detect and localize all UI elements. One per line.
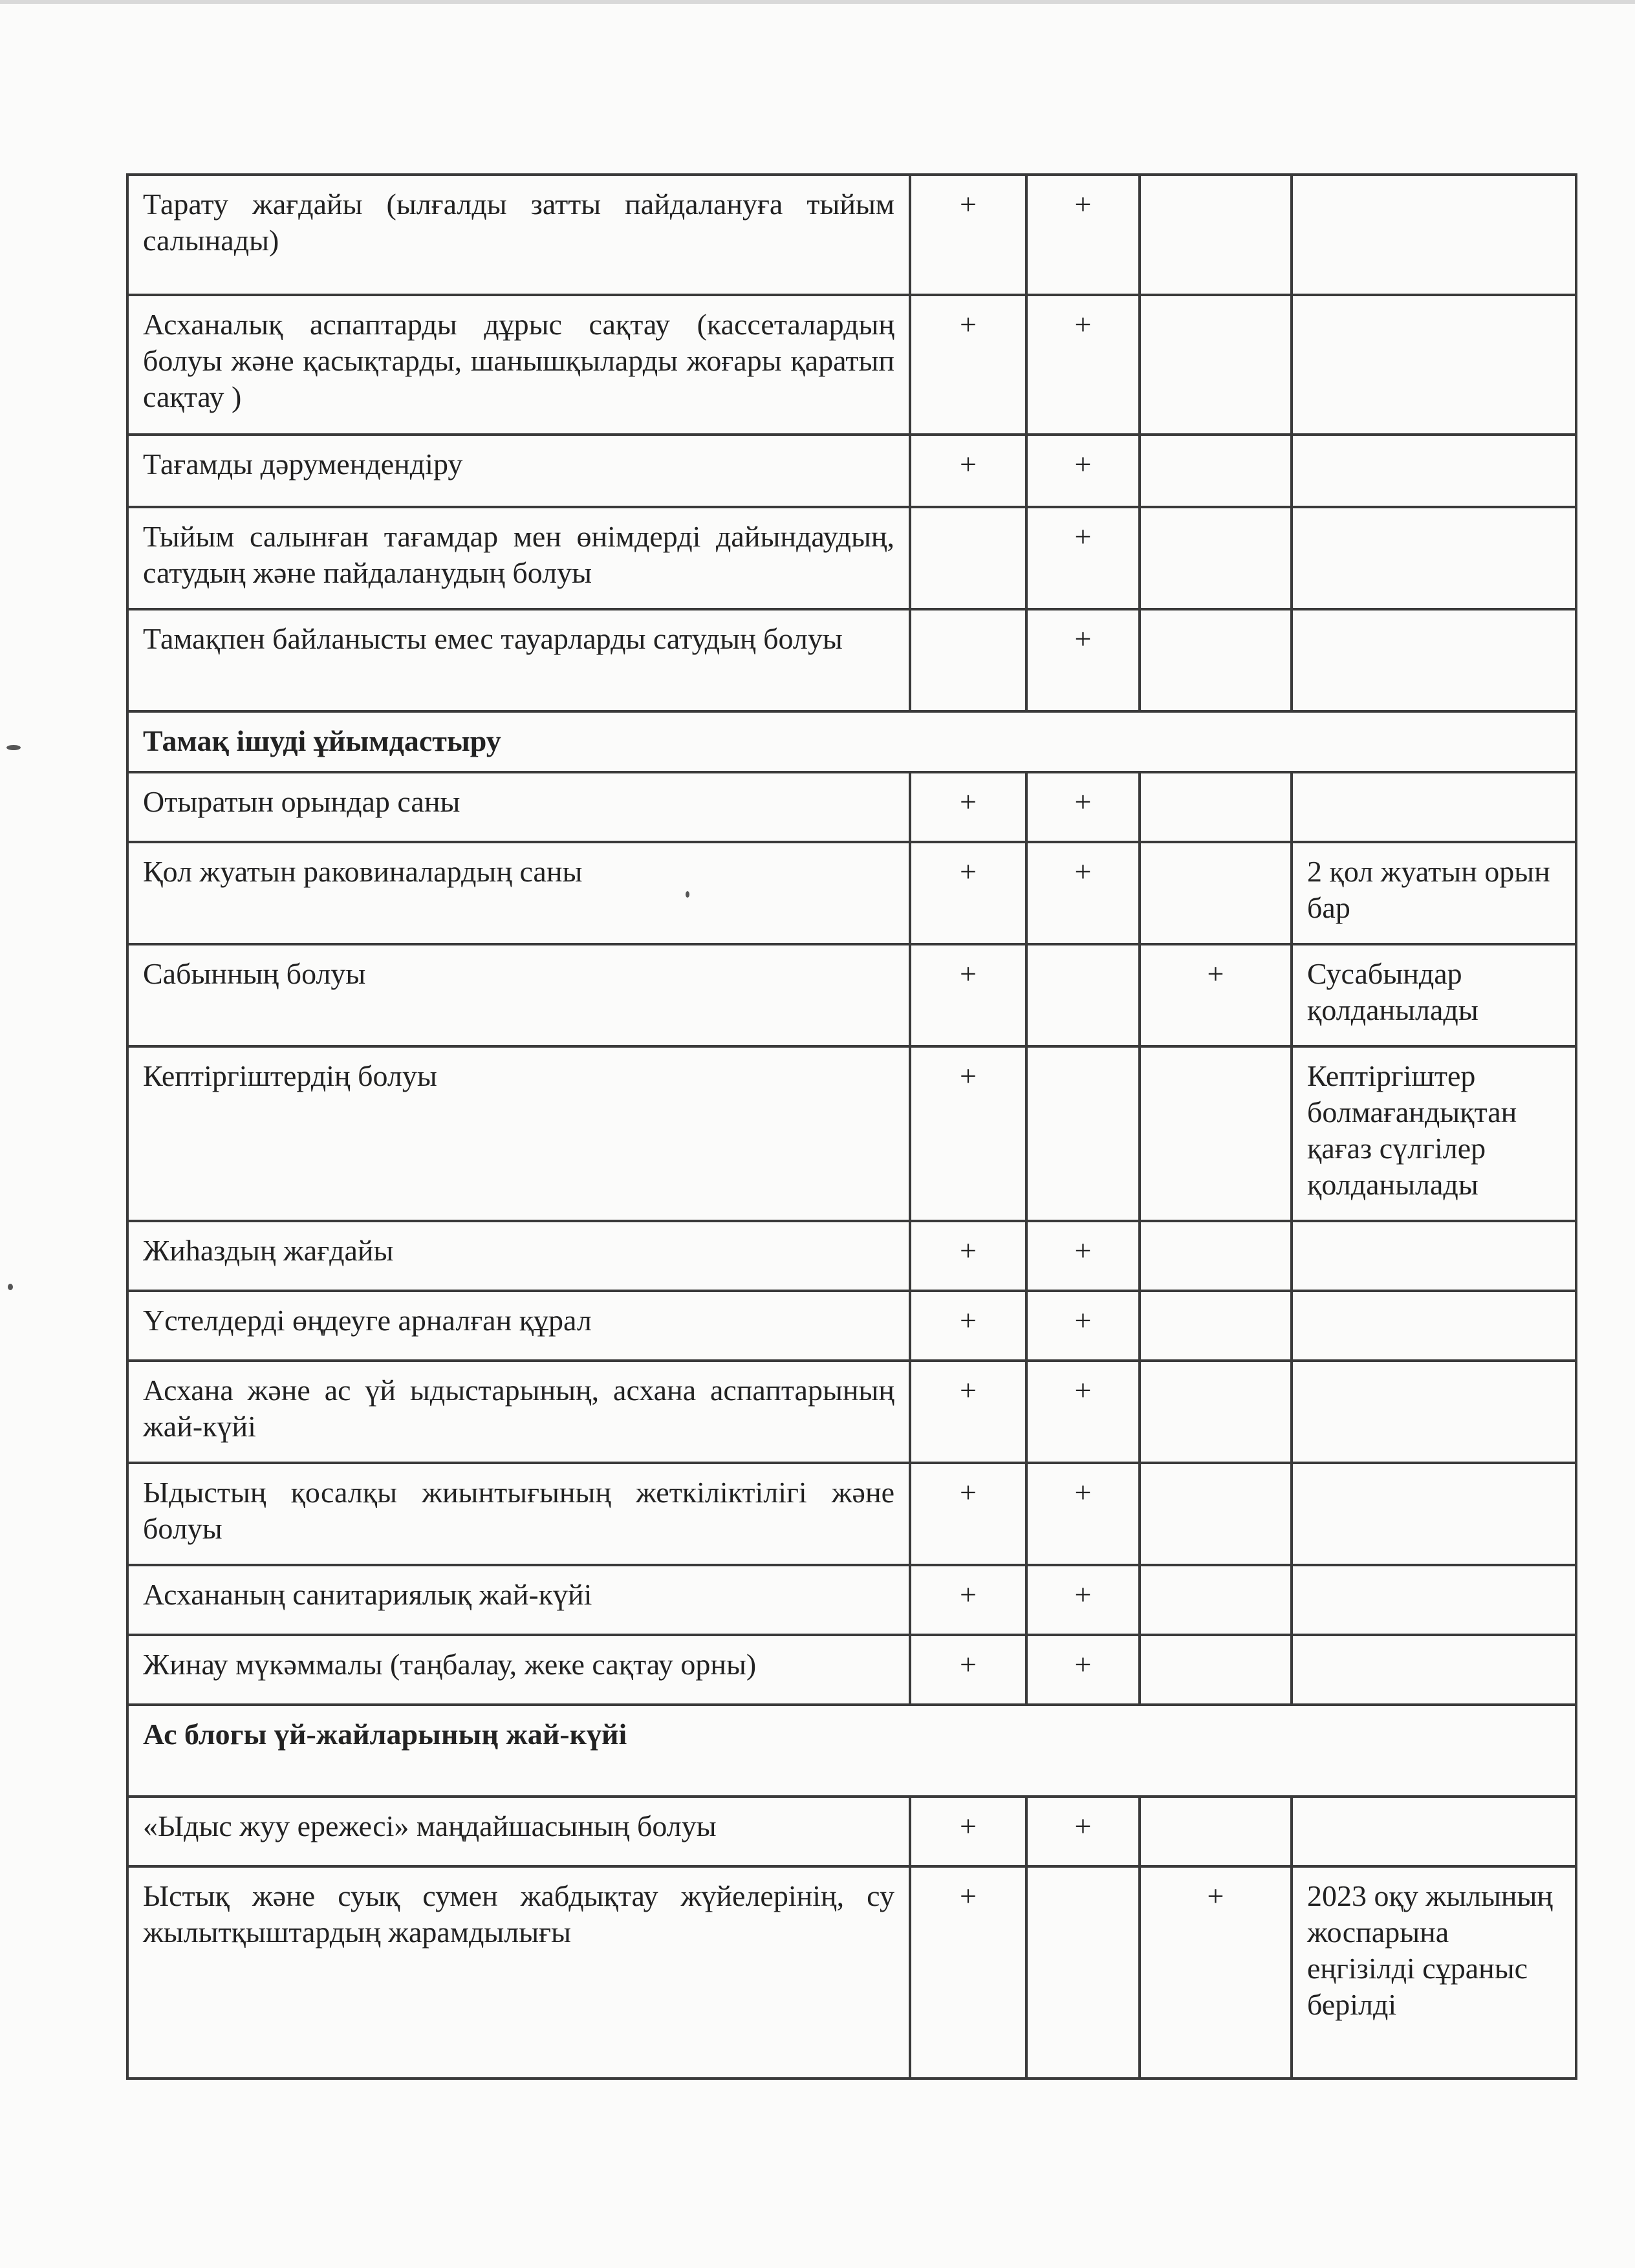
note-cell bbox=[1292, 507, 1576, 609]
note-cell: 2 қол жуатын орын бар bbox=[1292, 842, 1576, 944]
criterion-cell: Ыстық және суық сумен жабдықтау жүйелерінің, су жылытқыштардың жарамдылығы bbox=[127, 1866, 910, 2079]
mark-cell: + bbox=[910, 295, 1026, 435]
section-heading: Тамақ ішуді ұйымдастыру bbox=[127, 711, 1576, 772]
mark-cell: + bbox=[910, 1221, 1026, 1291]
mark-cell bbox=[1140, 1463, 1292, 1565]
table-row bbox=[127, 1463, 1576, 1565]
note-cell bbox=[1292, 1797, 1576, 1866]
table-row bbox=[127, 842, 1576, 944]
table-row bbox=[127, 1866, 1576, 2079]
criterion-cell: Тарату жағдайы (ылғалды затты пайдалануға тыйым салынады) bbox=[127, 175, 910, 295]
table-row bbox=[127, 175, 1576, 295]
mark-cell: + bbox=[910, 1046, 1026, 1221]
note-cell bbox=[1292, 435, 1576, 507]
mark-cell bbox=[1140, 1291, 1292, 1361]
table-row bbox=[127, 1361, 1576, 1463]
scan-speck bbox=[6, 745, 21, 750]
mark-cell: + bbox=[910, 1797, 1026, 1866]
mark-cell bbox=[1140, 435, 1292, 507]
note-cell bbox=[1292, 175, 1576, 295]
mark-cell: + bbox=[1026, 772, 1140, 842]
table-row bbox=[127, 1797, 1576, 1866]
note-cell bbox=[1292, 772, 1576, 842]
mark-cell bbox=[910, 609, 1026, 711]
mark-cell bbox=[1026, 944, 1140, 1046]
criterion-cell: Тағамды дәрумендендіру bbox=[127, 435, 910, 507]
table-row bbox=[127, 772, 1576, 842]
note-cell bbox=[1292, 1361, 1576, 1463]
mark-cell: + bbox=[1026, 1797, 1140, 1866]
mark-cell bbox=[1026, 1046, 1140, 1221]
mark-cell: + bbox=[910, 772, 1026, 842]
criterion-cell: Сабынның болуы bbox=[127, 944, 910, 1046]
note-cell bbox=[1292, 1565, 1576, 1635]
section-heading: Ас блогы үй-жайларының жай-күйі bbox=[127, 1705, 1576, 1797]
mark-cell bbox=[1026, 1866, 1140, 2079]
mark-cell: + bbox=[910, 1565, 1026, 1635]
mark-cell: + bbox=[1026, 295, 1140, 435]
mark-cell bbox=[1140, 772, 1292, 842]
mark-cell bbox=[1140, 295, 1292, 435]
criterion-cell: «Ыдыс жуу ережесі» маңдайшасының болуы bbox=[127, 1797, 910, 1866]
table-row bbox=[127, 1635, 1576, 1705]
mark-cell: + bbox=[1026, 842, 1140, 944]
mark-cell: + bbox=[1026, 435, 1140, 507]
mark-cell bbox=[1140, 1046, 1292, 1221]
mark-cell: + bbox=[1026, 1291, 1140, 1361]
mark-cell: + bbox=[1026, 1221, 1140, 1291]
mark-cell bbox=[1140, 1221, 1292, 1291]
mark-cell: + bbox=[1026, 609, 1140, 711]
section-row bbox=[127, 1705, 1576, 1797]
mark-cell: + bbox=[910, 842, 1026, 944]
mark-cell bbox=[1140, 507, 1292, 609]
criterion-cell: Жиһаздың жағдайы bbox=[127, 1221, 910, 1291]
note-cell bbox=[1292, 1221, 1576, 1291]
table-row bbox=[127, 944, 1576, 1046]
table-row bbox=[127, 1291, 1576, 1361]
note-cell bbox=[1292, 295, 1576, 435]
table-row bbox=[127, 1046, 1576, 1221]
note-cell: 2023 оқу жылының жоспарына еңгізілді сұраныс берілді bbox=[1292, 1866, 1576, 2079]
mark-cell: + bbox=[910, 1361, 1026, 1463]
table-row bbox=[127, 295, 1576, 435]
mark-cell: + bbox=[910, 1463, 1026, 1565]
criterion-cell: Қол жуатын раковиналардың саны bbox=[127, 842, 910, 944]
mark-cell bbox=[910, 507, 1026, 609]
mark-cell: + bbox=[1026, 1635, 1140, 1705]
table-row bbox=[127, 507, 1576, 609]
mark-cell bbox=[1140, 1797, 1292, 1866]
mark-cell: + bbox=[1026, 1361, 1140, 1463]
note-cell bbox=[1292, 609, 1576, 711]
mark-cell: + bbox=[910, 1635, 1026, 1705]
table-row bbox=[127, 435, 1576, 507]
criterion-cell: Тамақпен байланысты емес тауарларды сатудың болуы bbox=[127, 609, 910, 711]
mark-cell bbox=[1140, 609, 1292, 711]
page-top-edge bbox=[0, 0, 1635, 4]
mark-cell: + bbox=[910, 175, 1026, 295]
inspection-checklist-table bbox=[126, 173, 1577, 2080]
criterion-cell: Кептіргіштердің болуы bbox=[127, 1046, 910, 1221]
mark-cell: + bbox=[910, 1866, 1026, 2079]
section-row bbox=[127, 711, 1576, 772]
mark-cell: + bbox=[1140, 1866, 1292, 2079]
note-cell: Сусабындар қолданылады bbox=[1292, 944, 1576, 1046]
table-row bbox=[127, 1565, 1576, 1635]
scan-speck bbox=[8, 1284, 13, 1290]
table-row bbox=[127, 609, 1576, 711]
mark-cell: + bbox=[1026, 1463, 1140, 1565]
table-row bbox=[127, 1221, 1576, 1291]
mark-cell: + bbox=[1026, 1565, 1140, 1635]
criterion-cell: Жинау мүкәммалы (таңбалау, жеке сақтау орны) bbox=[127, 1635, 910, 1705]
criterion-cell: Тыйым салынған тағамдар мен өнімдерді дайындаудың, сатудың және пайдаланудың болуы bbox=[127, 507, 910, 609]
note-cell: Кептіргіштер болмағандықтан қағаз сүлгілер қолданылады bbox=[1292, 1046, 1576, 1221]
mark-cell: + bbox=[1026, 175, 1140, 295]
mark-cell bbox=[1140, 1635, 1292, 1705]
note-cell bbox=[1292, 1635, 1576, 1705]
mark-cell bbox=[1140, 1361, 1292, 1463]
mark-cell: + bbox=[910, 944, 1026, 1046]
note-cell bbox=[1292, 1463, 1576, 1565]
criterion-cell: Асхана және ас үй ыдыстарының, асхана аспаптарының жай-күйі bbox=[127, 1361, 910, 1463]
criterion-cell: Ыдыстың қосалқы жиынтығының жеткіліктілігі және болуы bbox=[127, 1463, 910, 1565]
mark-cell bbox=[1140, 175, 1292, 295]
criterion-cell: Отыратын орындар саны bbox=[127, 772, 910, 842]
mark-cell bbox=[1140, 1565, 1292, 1635]
mark-cell: + bbox=[910, 1291, 1026, 1361]
criterion-cell: Үстелдерді өңдеуге арналған құрал bbox=[127, 1291, 910, 1361]
criterion-cell: Асханалық аспаптарды дұрыс сақтау (кассеталардың болуы және қасықтарды, шанышқыларды жоғары қаратып сақтау ) bbox=[127, 295, 910, 435]
mark-cell: + bbox=[1026, 507, 1140, 609]
mark-cell: + bbox=[1140, 944, 1292, 1046]
note-cell bbox=[1292, 1291, 1576, 1361]
mark-cell bbox=[1140, 842, 1292, 944]
criterion-cell: Асхананың санитариялық жай-күйі bbox=[127, 1565, 910, 1635]
mark-cell: + bbox=[910, 435, 1026, 507]
